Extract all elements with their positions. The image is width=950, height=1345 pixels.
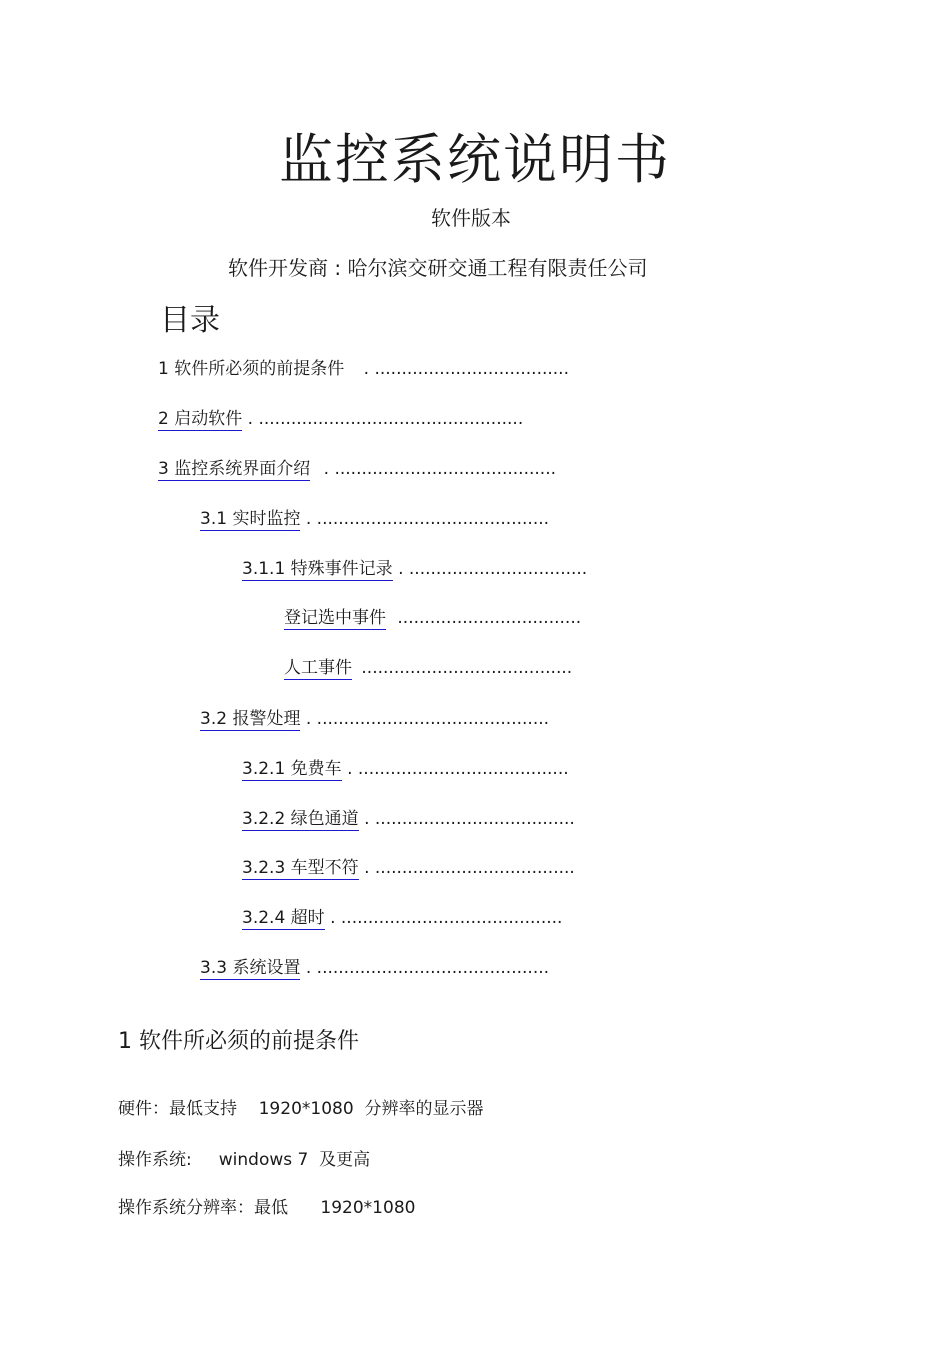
toc-entry-leader: . ..................................... xyxy=(364,809,575,829)
toc-link-register-selected-event[interactable]: 登记选中事件 xyxy=(284,608,386,628)
toc-link-system-settings[interactable]: 3.3 系统设置 xyxy=(200,958,301,978)
toc-entry-3-2-1[interactable] xyxy=(242,757,569,781)
toc-entry-leader: .................................. xyxy=(397,608,582,628)
toc-entry-3-2-2[interactable] xyxy=(242,807,575,831)
toc-link-interface-intro[interactable]: 3 监控系统界面介绍 xyxy=(158,459,311,479)
toc-link-green-channel[interactable]: 3.2.2 绿色通道 xyxy=(242,809,359,829)
os-requirement: 操作系统: windows 7 及更高 xyxy=(118,1150,371,1170)
toc-entry-2[interactable] xyxy=(158,407,523,431)
developer-line: 软件开发商 : 哈尔滨交研交通工程有限责任公司 xyxy=(228,256,648,280)
toc-entry-3-1[interactable] xyxy=(200,507,549,531)
document-title: 监控系统说明书 xyxy=(279,128,671,191)
toc-entry-leader: . ......................................... xyxy=(323,459,557,479)
toc-entry-leader: . ........................................... xyxy=(305,509,550,529)
toc-entry-3-1-1[interactable] xyxy=(242,557,587,581)
toc-link-vehicle-type-mismatch[interactable]: 3.2.3 车型不符 xyxy=(242,858,359,878)
hardware-requirement: 硬件：最低支持 1920*1080 分辨率的显示器 xyxy=(118,1099,484,1119)
toc-link-start-software[interactable]: 2 启动软件 xyxy=(158,409,243,429)
software-version-label: 软件版本 xyxy=(431,206,511,230)
toc-entry-3-2-4[interactable] xyxy=(242,906,562,930)
toc-entry-3-3[interactable] xyxy=(200,956,549,980)
toc-entry-3-2-3[interactable] xyxy=(242,856,575,880)
toc-link-realtime-monitoring[interactable]: 3.1 实时监控 xyxy=(200,509,301,529)
os-resolution-requirement: 操作系统分辨率：最低 1920*1080 xyxy=(118,1198,416,1218)
toc-entry-manual-event[interactable] xyxy=(284,656,572,680)
toc-entry-leader: . ................................................. xyxy=(247,409,524,429)
toc-entry-leader: . ................................. xyxy=(398,559,588,579)
toc-link-timeout[interactable]: 3.2.4 超时 xyxy=(242,908,325,928)
section-heading-prerequisites: 1 软件所必须的前提条件 xyxy=(118,1029,359,1054)
toc-entry-leader: . ........................................... xyxy=(305,958,550,978)
toc-link-alarm-handling[interactable]: 3.2 报警处理 xyxy=(200,709,301,729)
toc-link-special-event-log[interactable]: 3.1.1 特殊事件记录 xyxy=(242,559,393,579)
toc-entry-leader: . ......................................... xyxy=(330,908,563,928)
toc-entry-leader: . ....................................... xyxy=(347,759,569,779)
toc-entry-leader: ....................................... xyxy=(361,658,573,678)
toc-heading: 目录 xyxy=(160,303,220,338)
toc-entry-leader: . ........................................... xyxy=(305,709,550,729)
toc-link-free-vehicle[interactable]: 3.2.1 免费车 xyxy=(242,759,342,779)
toc-entry-leader: . .................................... xyxy=(363,359,569,379)
toc-entry-register-selected-event[interactable] xyxy=(284,606,581,630)
toc-entry-leader: . ..................................... xyxy=(364,858,575,878)
toc-entry-label: 1 软件所必须的前提条件 xyxy=(158,359,345,379)
toc-entry-3-2[interactable] xyxy=(200,707,549,731)
toc-entry-1[interactable] xyxy=(158,357,569,381)
toc-entry-3[interactable] xyxy=(158,457,556,481)
toc-link-manual-event[interactable]: 人工事件 xyxy=(284,658,352,678)
